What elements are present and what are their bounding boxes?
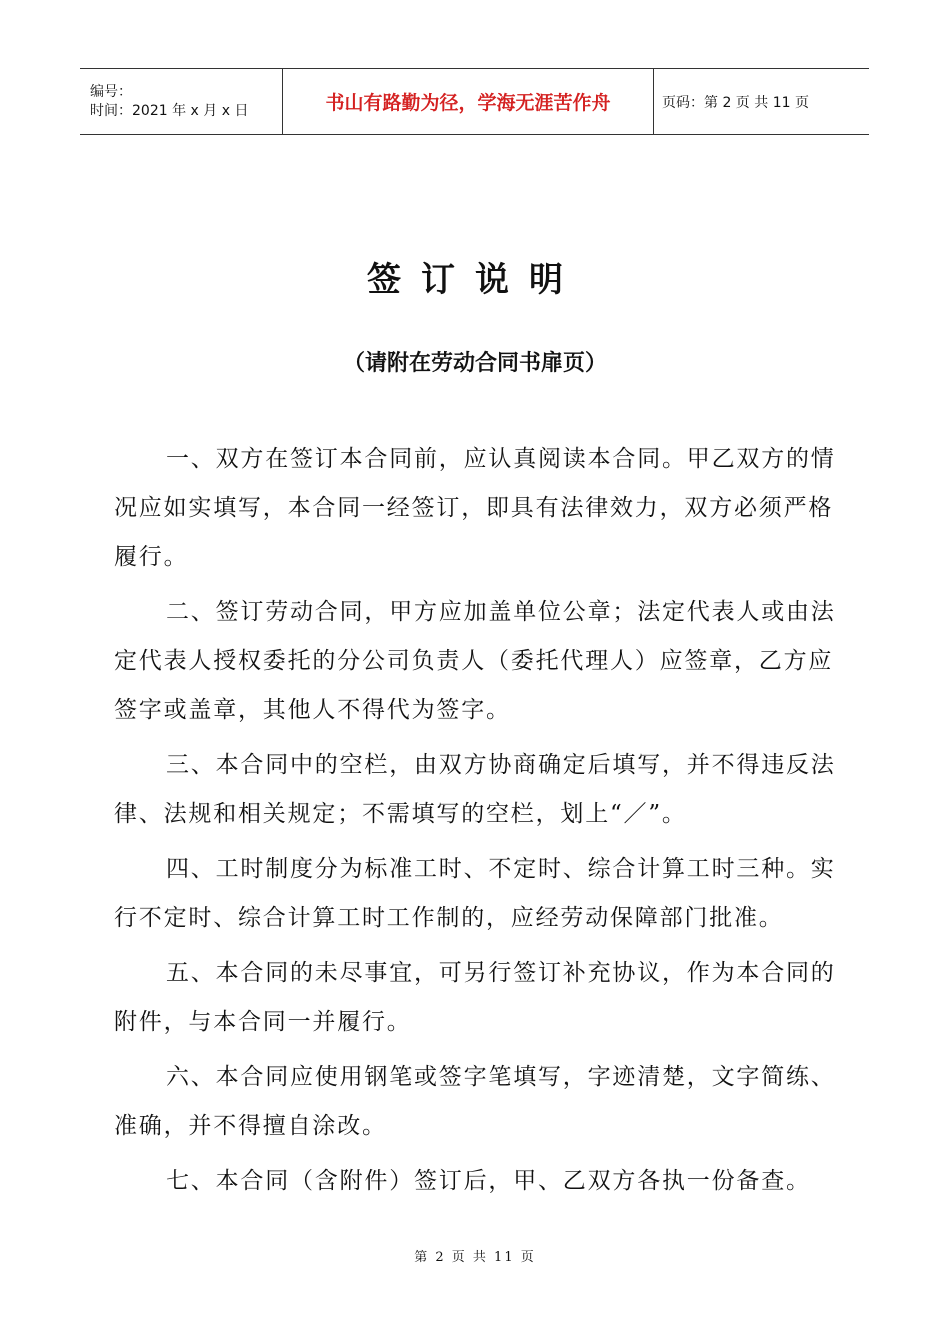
header-meta (80, 69, 282, 134)
paragraph-4: 四、工时制度分为标准工时、不定时、综合计算工时三种。实行不定时、综合计算工时工作制的，应经劳动保障部门批准。 (114, 856, 836, 931)
page-header (80, 68, 869, 135)
document-subtitle: （请附在劳动合同书扉页） (342, 351, 607, 376)
paragraph-2: 二、签订劳动合同，甲方应加盖单位公章；法定代表人或由法定代表人授权委托的分公司负责人（委托代理人）应签章，乙方应签字或盖章，其他人不得代为签字。 (114, 599, 836, 723)
number-label: 编号： (90, 83, 132, 100)
paragraph-3: 三、本合同中的空栏，由双方协商确定后填写，并不得违反法律、法规和相关规定；不需填写的空栏，划上“／”。 (114, 752, 836, 827)
motto-text: 书山有路勤为径，学海无涯苦作舟 (325, 92, 611, 114)
page-footer: 第 2 页 共 11 页 (414, 1250, 536, 1265)
time-label: 时间：2021 年 x 月 x 日 (90, 102, 249, 119)
page-info-text: 页码：第 2 页 共 11 页 (662, 94, 809, 111)
paragraph-1: 一、双方在签订本合同前，应认真阅读本合同。甲乙双方的情况应如实填写，本合同一经签订，即具有法律效力，双方必须严格履行。 (114, 446, 836, 570)
document-body (114, 435, 844, 1212)
paragraph-6: 六、本合同应使用钢笔或签字笔填写，字迹清楚，文字简练、准确，并不得擅自涂改。 (114, 1064, 836, 1139)
document-title: 签订说明 (367, 260, 583, 300)
paragraph-5: 五、本合同的未尽事宜，可另行签订补充协议，作为本合同的附件，与本合同一并履行。 (114, 960, 836, 1035)
header-page-info (654, 69, 869, 134)
header-motto (282, 69, 654, 134)
paragraph-7: 七、本合同（含附件）签订后，甲、乙双方各执一份备查。 (166, 1168, 811, 1194)
